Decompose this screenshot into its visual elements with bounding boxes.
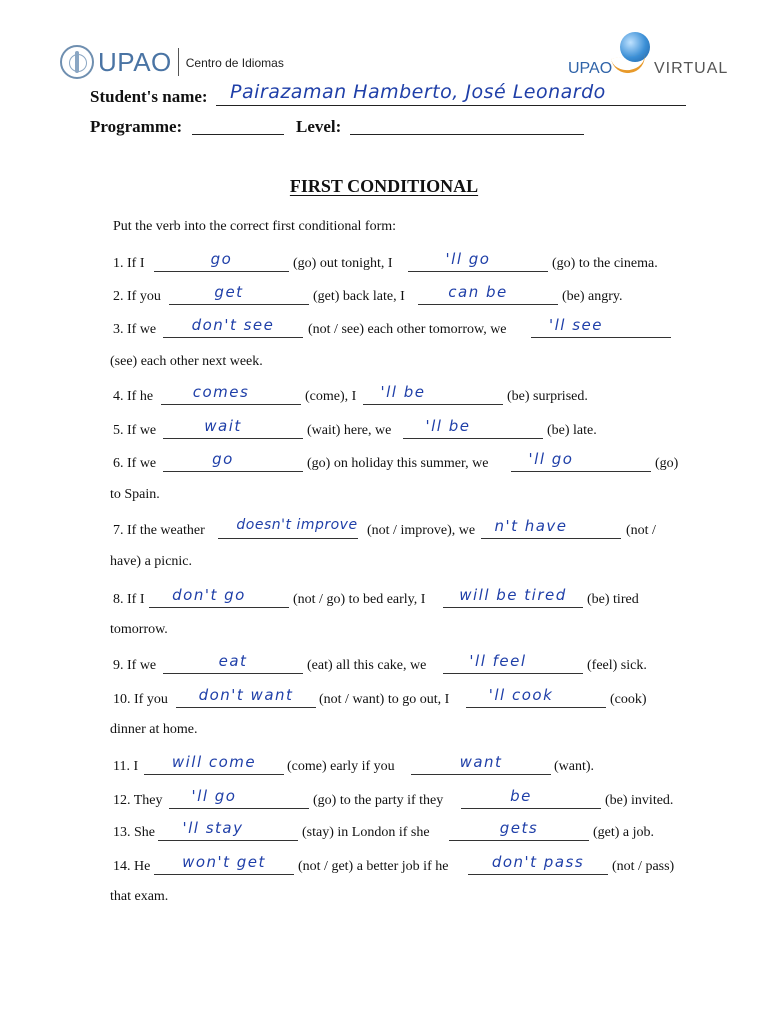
answer-blank [468, 874, 608, 875]
answer-8b[interactable]: will be tired [459, 586, 567, 604]
instructions: Put the verb into the correct first conditional form: [113, 219, 397, 234]
item-text: (be) late. [547, 423, 597, 438]
item-7-continuation: have) a picnic. [110, 554, 193, 569]
upao-virtual-logo [568, 30, 738, 85]
item-text: 2. If you [113, 289, 161, 304]
answer-blank [154, 271, 289, 272]
answer-12a[interactable]: 'll go [191, 787, 237, 805]
upao-logo [60, 43, 284, 81]
item-text: (not / get) a better job if he [298, 859, 449, 874]
item-text: (come) early if you [287, 759, 395, 774]
worksheet-title-text: FIRST CONDITIONAL [289, 176, 479, 196]
answer-blank [461, 808, 601, 809]
centro-de-idiomas-text: Centro de Idiomas [185, 56, 284, 70]
item-8-continuation: tomorrow. [110, 622, 168, 637]
item-text: (get) back late, I [313, 289, 405, 304]
answer-4a[interactable]: comes [192, 383, 250, 401]
item-text: 8. If I [113, 592, 145, 607]
answer-blank [176, 707, 316, 708]
answer-9a[interactable]: eat [218, 652, 248, 670]
answer-5a[interactable]: wait [204, 417, 242, 435]
university-seal-icon [60, 45, 94, 79]
item-6-continuation: to Spain. [110, 487, 160, 502]
worksheet-title [0, 176, 768, 197]
student-name-line [216, 105, 686, 106]
answer-9b[interactable]: 'll feel [469, 652, 527, 670]
upao-virtual-virtual-text: VIRTUAL [654, 60, 729, 77]
item-text: 11. I [113, 759, 139, 774]
answer-13a[interactable]: 'll stay [182, 819, 244, 837]
student-name-label: Student's name: [90, 87, 208, 106]
programme-field[interactable] [192, 134, 284, 135]
answer-4b[interactable]: 'll be [380, 383, 426, 401]
answer-1b[interactable]: 'll go [445, 250, 491, 268]
item-text: (feel) sick. [587, 658, 647, 673]
item-text: 5. If we [113, 423, 157, 438]
answer-blank [403, 438, 543, 439]
answer-blank [161, 404, 301, 405]
item-text: (cook) [610, 692, 647, 707]
item-text: 4. If he [113, 389, 154, 404]
item-text: (want). [554, 759, 595, 774]
answer-11b[interactable]: want [459, 753, 503, 771]
item-text: (go) to the party if they [313, 793, 444, 808]
item-text: (be) tired [587, 592, 639, 607]
swoosh-icon [611, 54, 647, 76]
student-name-row [90, 81, 690, 113]
answer-14a[interactable]: won't get [182, 853, 266, 871]
item-10-continuation: dinner at home. [110, 722, 198, 737]
upao-logo-text: UPAO [98, 46, 172, 77]
programme-level-row [90, 117, 610, 141]
item-text: (not / see) each other tomorrow, we [308, 322, 507, 337]
answer-13b[interactable]: gets [499, 819, 539, 837]
answer-7b[interactable]: n't have [494, 517, 568, 535]
level-field[interactable] [350, 134, 584, 135]
upao-virtual-upao-text: UPAO [568, 60, 613, 77]
item-text: (get) a job. [593, 825, 655, 840]
answer-blank [443, 607, 583, 608]
item-text: (not / [626, 523, 656, 538]
item-text: 14. He [113, 859, 151, 874]
item-text: (not / improve), we [367, 523, 476, 538]
item-text: 1. If I [113, 256, 145, 271]
answer-blank [411, 774, 551, 775]
answer-blank [218, 538, 358, 539]
answer-blank [408, 271, 548, 272]
answer-blank [363, 404, 503, 405]
item-text: 10. If you [113, 692, 168, 707]
answer-blank [531, 337, 671, 338]
answer-5b[interactable]: 'll be [425, 417, 471, 435]
item-text: (be) invited. [605, 793, 674, 808]
item-14-continuation: that exam. [110, 889, 169, 904]
item-text: 6. If we [113, 456, 157, 471]
item-text: (not / go) to bed early, I [293, 592, 426, 607]
logo-divider [178, 48, 179, 76]
item-text: (go) [655, 456, 679, 471]
item-text: (be) angry. [562, 289, 623, 304]
answer-blank [163, 438, 303, 439]
item-text: 13. She [113, 825, 155, 840]
answer-3a[interactable]: don't see [191, 316, 275, 334]
answer-blank [158, 840, 298, 841]
answer-blank [449, 840, 589, 841]
item-text: (go) out tonight, I [293, 256, 393, 271]
answer-blank [144, 774, 284, 775]
answer-blank [418, 304, 558, 305]
answer-blank [169, 304, 309, 305]
answer-blank [163, 471, 303, 472]
answer-3b[interactable]: 'll see [549, 316, 603, 334]
answer-blank [443, 673, 583, 674]
programme-label: Programme: [90, 117, 183, 136]
item-text: 12. They [113, 793, 163, 808]
answer-1a[interactable]: go [210, 250, 233, 268]
item-text: 3. If we [113, 322, 157, 337]
item-3-continuation: (see) each other next week. [110, 354, 263, 369]
answer-2b[interactable]: can be [448, 283, 508, 301]
answer-11a[interactable]: will come [171, 753, 257, 771]
answer-blank [163, 673, 303, 674]
answer-10a[interactable]: don't want [198, 686, 294, 704]
answer-10b[interactable]: 'll cook [488, 686, 554, 704]
student-name-value[interactable]: Pairazaman Hamberto, José Leonardo [230, 81, 606, 103]
answer-blank [163, 337, 303, 338]
item-text: 7. If the weather [113, 523, 205, 538]
item-text: (wait) here, we [307, 423, 392, 438]
answer-blank [169, 808, 309, 809]
answer-blank [511, 471, 651, 472]
answer-6b[interactable]: 'll go [528, 450, 574, 468]
answer-8a[interactable]: don't go [172, 586, 246, 604]
item-text: (not / want) to go out, I [319, 692, 450, 707]
answer-blank [154, 874, 294, 875]
answer-6a[interactable]: go [212, 450, 234, 468]
item-text: (be) surprised. [507, 389, 588, 404]
item-text: (stay) in London if she [302, 825, 430, 840]
item-text: 9. If we [113, 658, 157, 673]
answer-12b[interactable]: be [510, 787, 532, 805]
answer-2a[interactable]: get [214, 283, 244, 301]
item-text: (not / pass) [612, 859, 675, 874]
item-text: (go) to the cinema. [552, 256, 658, 271]
item-text: (go) on holiday this summer, we [307, 456, 489, 471]
answer-7a[interactable]: doesn't improve [236, 517, 358, 533]
answer-blank [149, 607, 289, 608]
answer-blank [466, 707, 606, 708]
item-text: (eat) all this cake, we [307, 658, 427, 673]
item-text: (come), I [305, 389, 357, 404]
answer-blank [481, 538, 621, 539]
level-label: Level: [296, 117, 342, 136]
answer-14b[interactable]: don't pass [491, 853, 585, 871]
